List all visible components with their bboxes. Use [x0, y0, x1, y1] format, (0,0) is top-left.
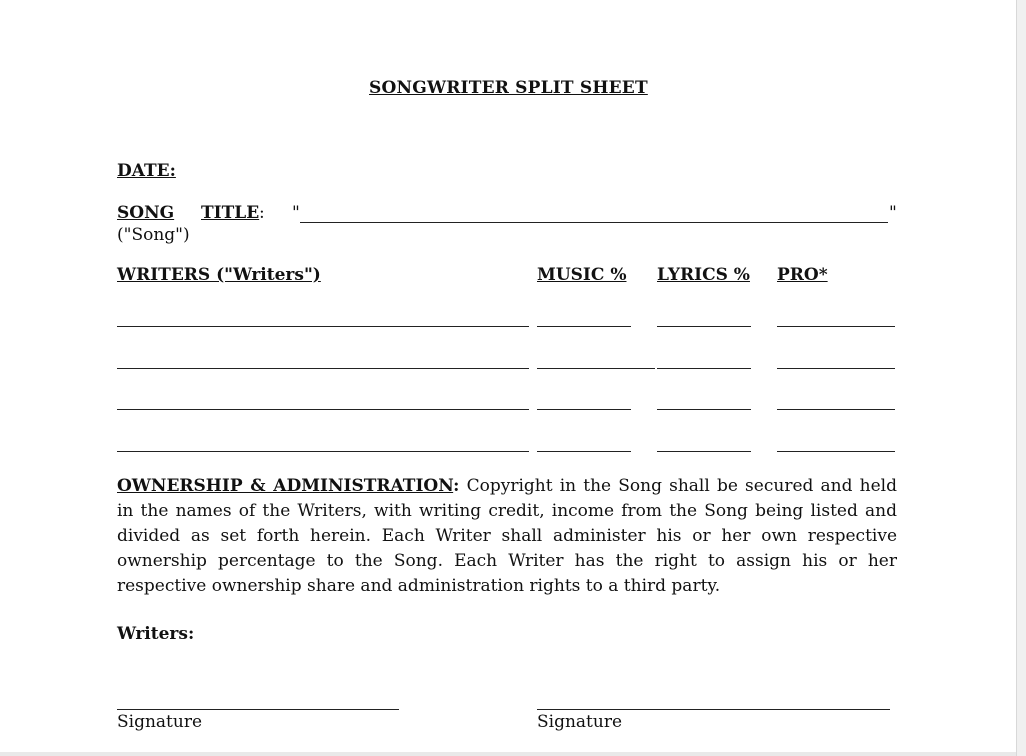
column-pro-header: PRO*	[777, 265, 828, 285]
document-title: SONGWRITER SPLIT SHEET	[369, 78, 648, 98]
signature-line-left[interactable]	[117, 709, 399, 710]
lyrics-line-3[interactable]	[657, 409, 751, 410]
ownership-body: Copyright in the Song shall be secured and held in the names of the Writers, with writing credit, income from the Song being listed and divided as set forth herein. Each Writer shall administer his or her own respective ownership percentage to the Song. Each Writer has the right to assign his or her respective ownership share and administration rights to a third party.	[117, 476, 897, 596]
pro-line-4[interactable]	[777, 451, 895, 452]
pro-line-3[interactable]	[777, 409, 895, 410]
pro-line-2[interactable]	[777, 368, 895, 369]
song-close-quote: "	[889, 203, 897, 223]
music-line-1[interactable]	[537, 326, 631, 327]
date-label: DATE:	[117, 161, 176, 181]
writer-line-3[interactable]	[117, 409, 529, 410]
song-open-quote: "	[292, 203, 300, 223]
signature-line-right[interactable]	[537, 709, 890, 710]
writers-label: Writers:	[117, 624, 195, 644]
ownership-heading-colon: :	[453, 476, 460, 496]
ownership-heading: OWNERSHIP & ADMINISTRATION	[117, 476, 454, 496]
writer-line-4[interactable]	[117, 451, 529, 452]
song-label-word2: TITLE	[201, 203, 260, 223]
lyrics-line-4[interactable]	[657, 451, 751, 452]
pro-line-1[interactable]	[777, 326, 895, 327]
song-label-word1: SONG	[117, 203, 175, 223]
music-line-3[interactable]	[537, 409, 631, 410]
song-title-line[interactable]	[300, 222, 888, 223]
column-lyrics-header: LYRICS %	[657, 265, 750, 285]
music-line-4[interactable]	[537, 451, 631, 452]
vertical-scrollbar[interactable]	[1016, 0, 1026, 756]
music-line-2[interactable]	[537, 368, 655, 369]
signature-label-right: Signature	[537, 712, 623, 732]
column-writers-header: WRITERS ("Writers")	[117, 265, 321, 285]
writer-line-2[interactable]	[117, 368, 529, 369]
song-label-colon: :	[259, 203, 265, 223]
signature-label-left: Signature	[117, 712, 203, 732]
writer-line-1[interactable]	[117, 326, 529, 327]
ownership-paragraph	[117, 474, 897, 599]
lyrics-line-2[interactable]	[657, 368, 751, 369]
column-music-header: MUSIC %	[537, 265, 627, 285]
lyrics-line-1[interactable]	[657, 326, 751, 327]
song-suffix: ("Song")	[117, 225, 190, 245]
